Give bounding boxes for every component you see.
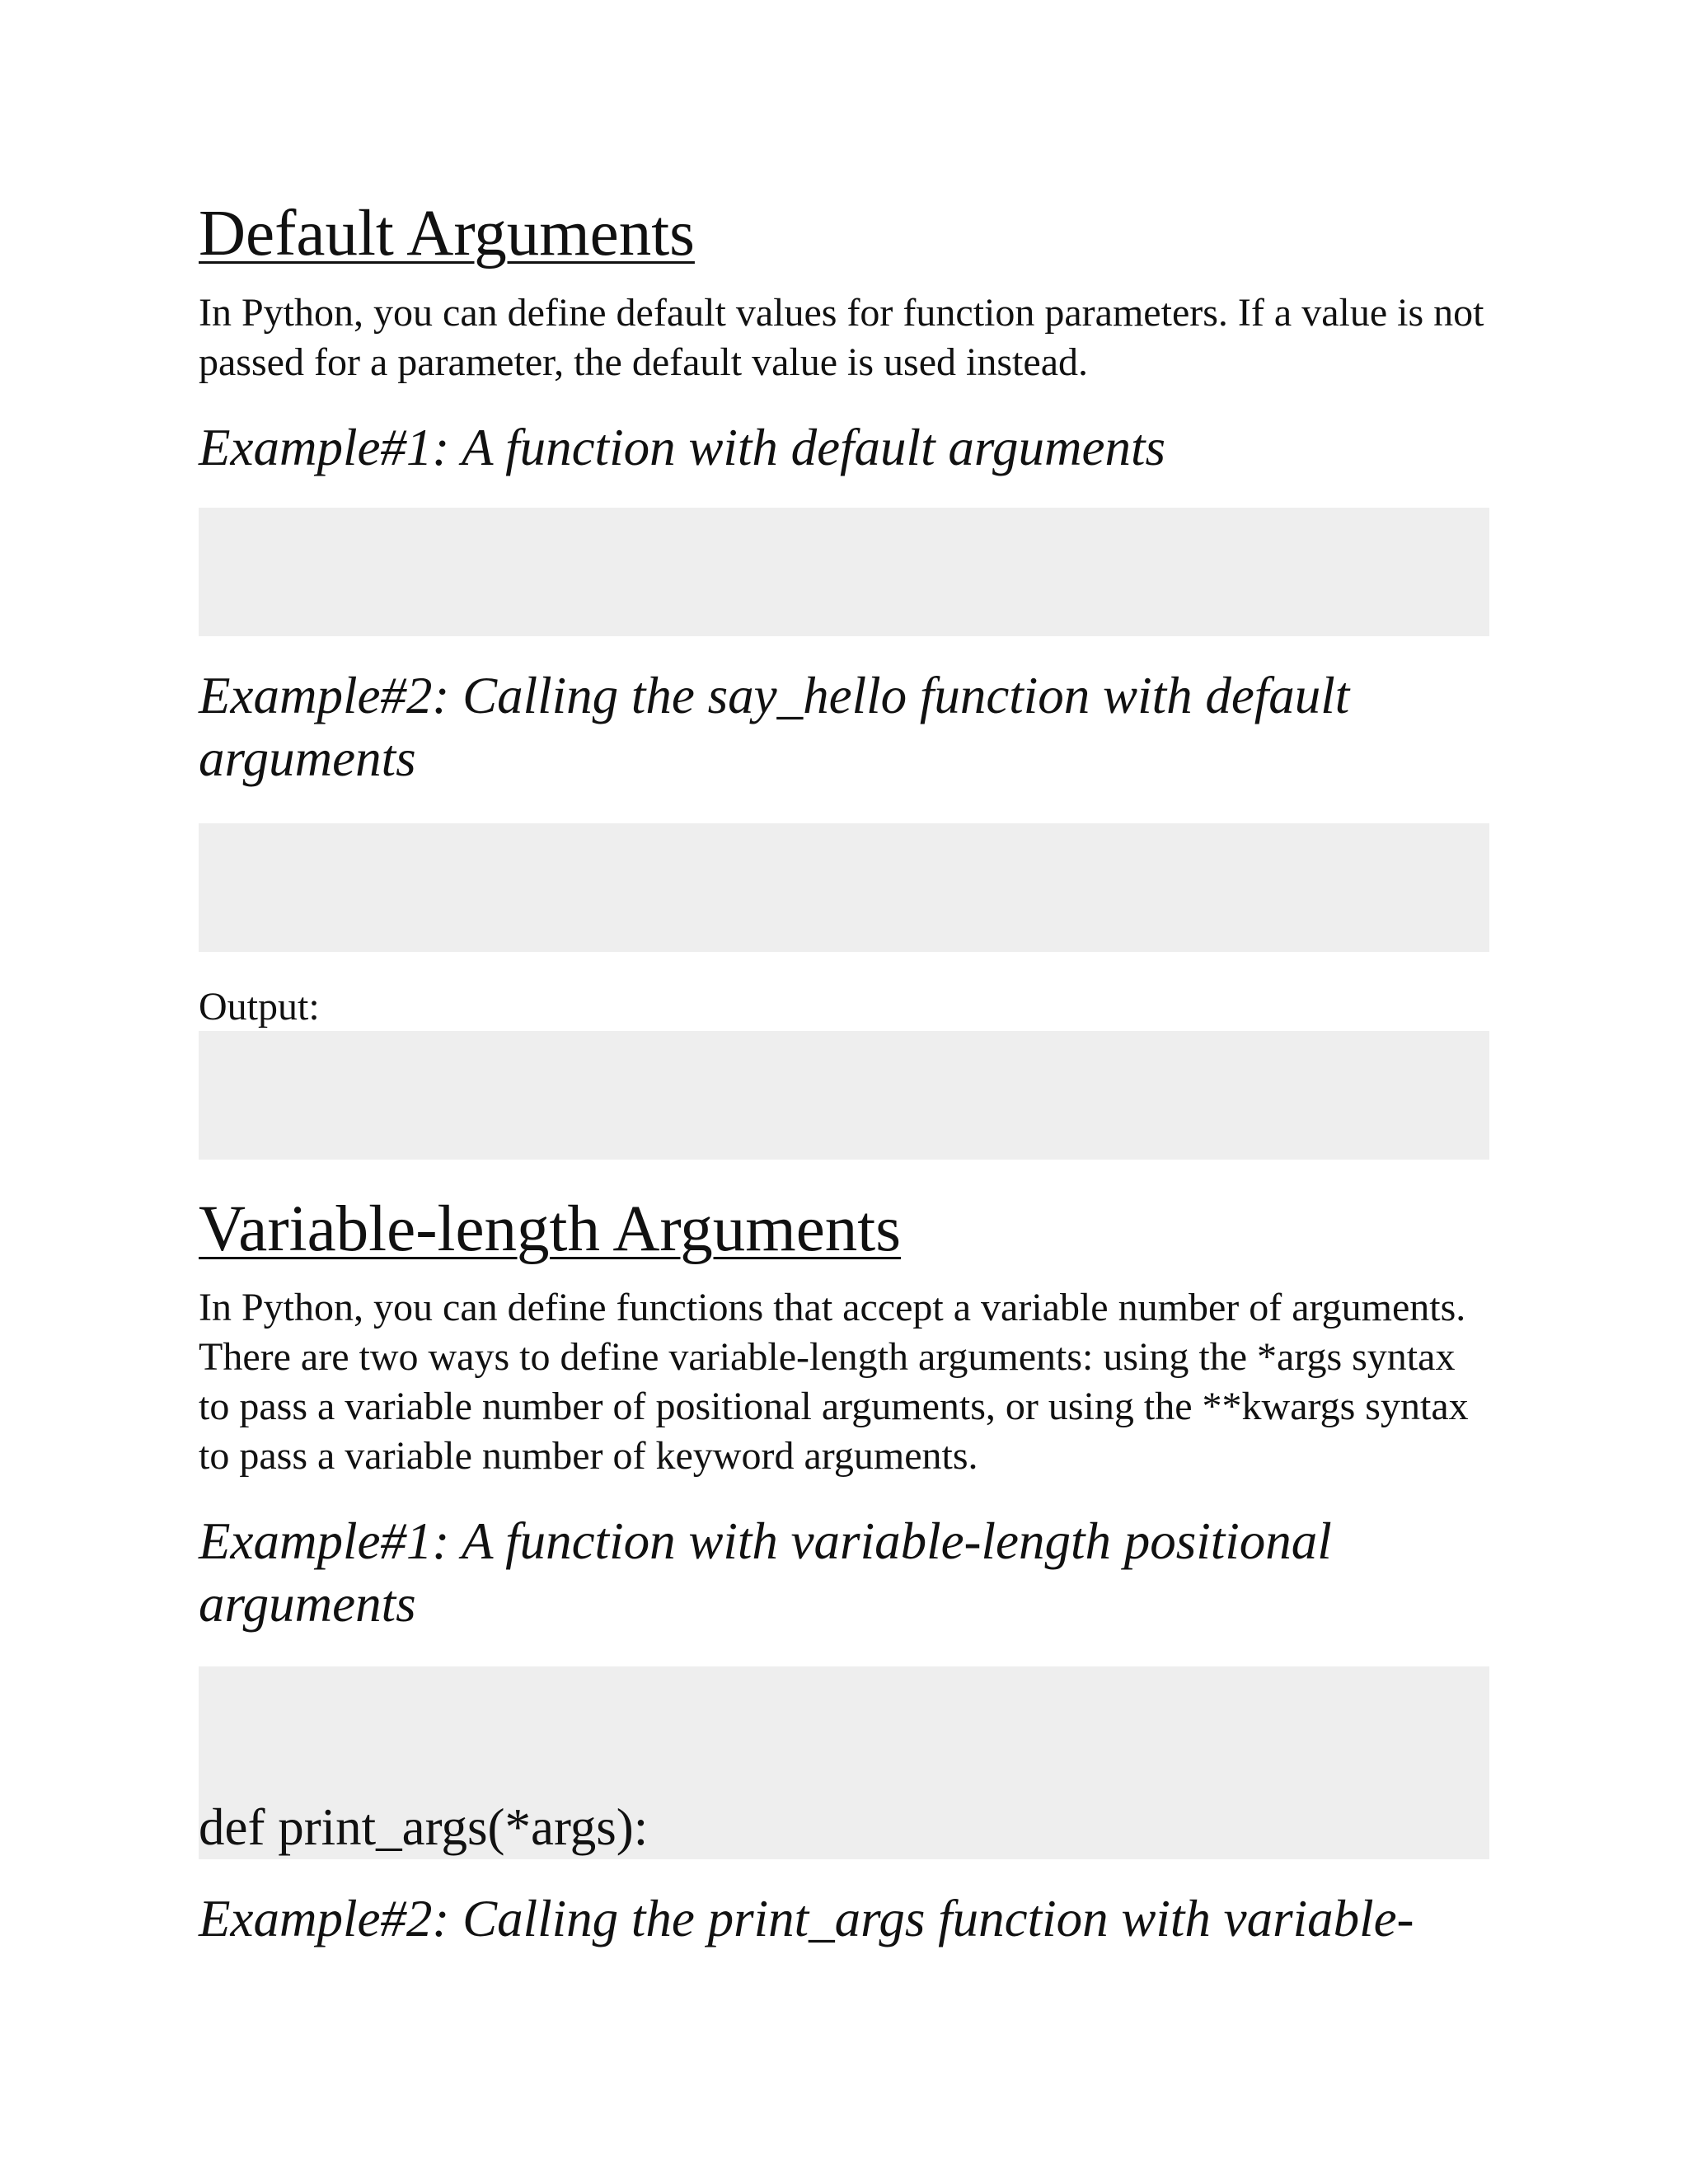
code-line: def print_args(*args): [199, 1798, 649, 1856]
example-1-title-default: Example#1: A function with default arguments [199, 419, 1165, 476]
code-block-say-hello-calls [199, 823, 1489, 952]
intro-paragraph-variable-length: In Python, you can define functions that accept a variable number of arguments. There are two ways to define variable-length arguments: using the *args syntax to pass a variable number of positional arguments, or using the **kwargs syntax to pass a variable number of keyword arguments. [199, 1286, 1469, 1478]
intro-paragraph-default-arguments: In Python, you can define default values for function parameters. If a value is not passed for a parameter, the default value is used instead. [199, 291, 1484, 384]
section-heading-variable-length-arguments: Variable-length Arguments [199, 1193, 901, 1265]
code-block-say-hello-def [199, 508, 1489, 636]
example-2-title-variable: Example#2: Calling the print_args function with variable- [199, 1890, 1414, 1947]
output-block [199, 1031, 1489, 1160]
example-1-title-variable: Example#1: A function with variable-length positional arguments [199, 1512, 1332, 1633]
code-block-print-args-def [199, 1666, 1489, 1859]
section-heading-default-arguments: Default Arguments [199, 198, 695, 269]
output-label: Output: [199, 985, 320, 1029]
example-2-title-default: Example#2: Calling the say_hello function with default arguments [199, 667, 1350, 787]
